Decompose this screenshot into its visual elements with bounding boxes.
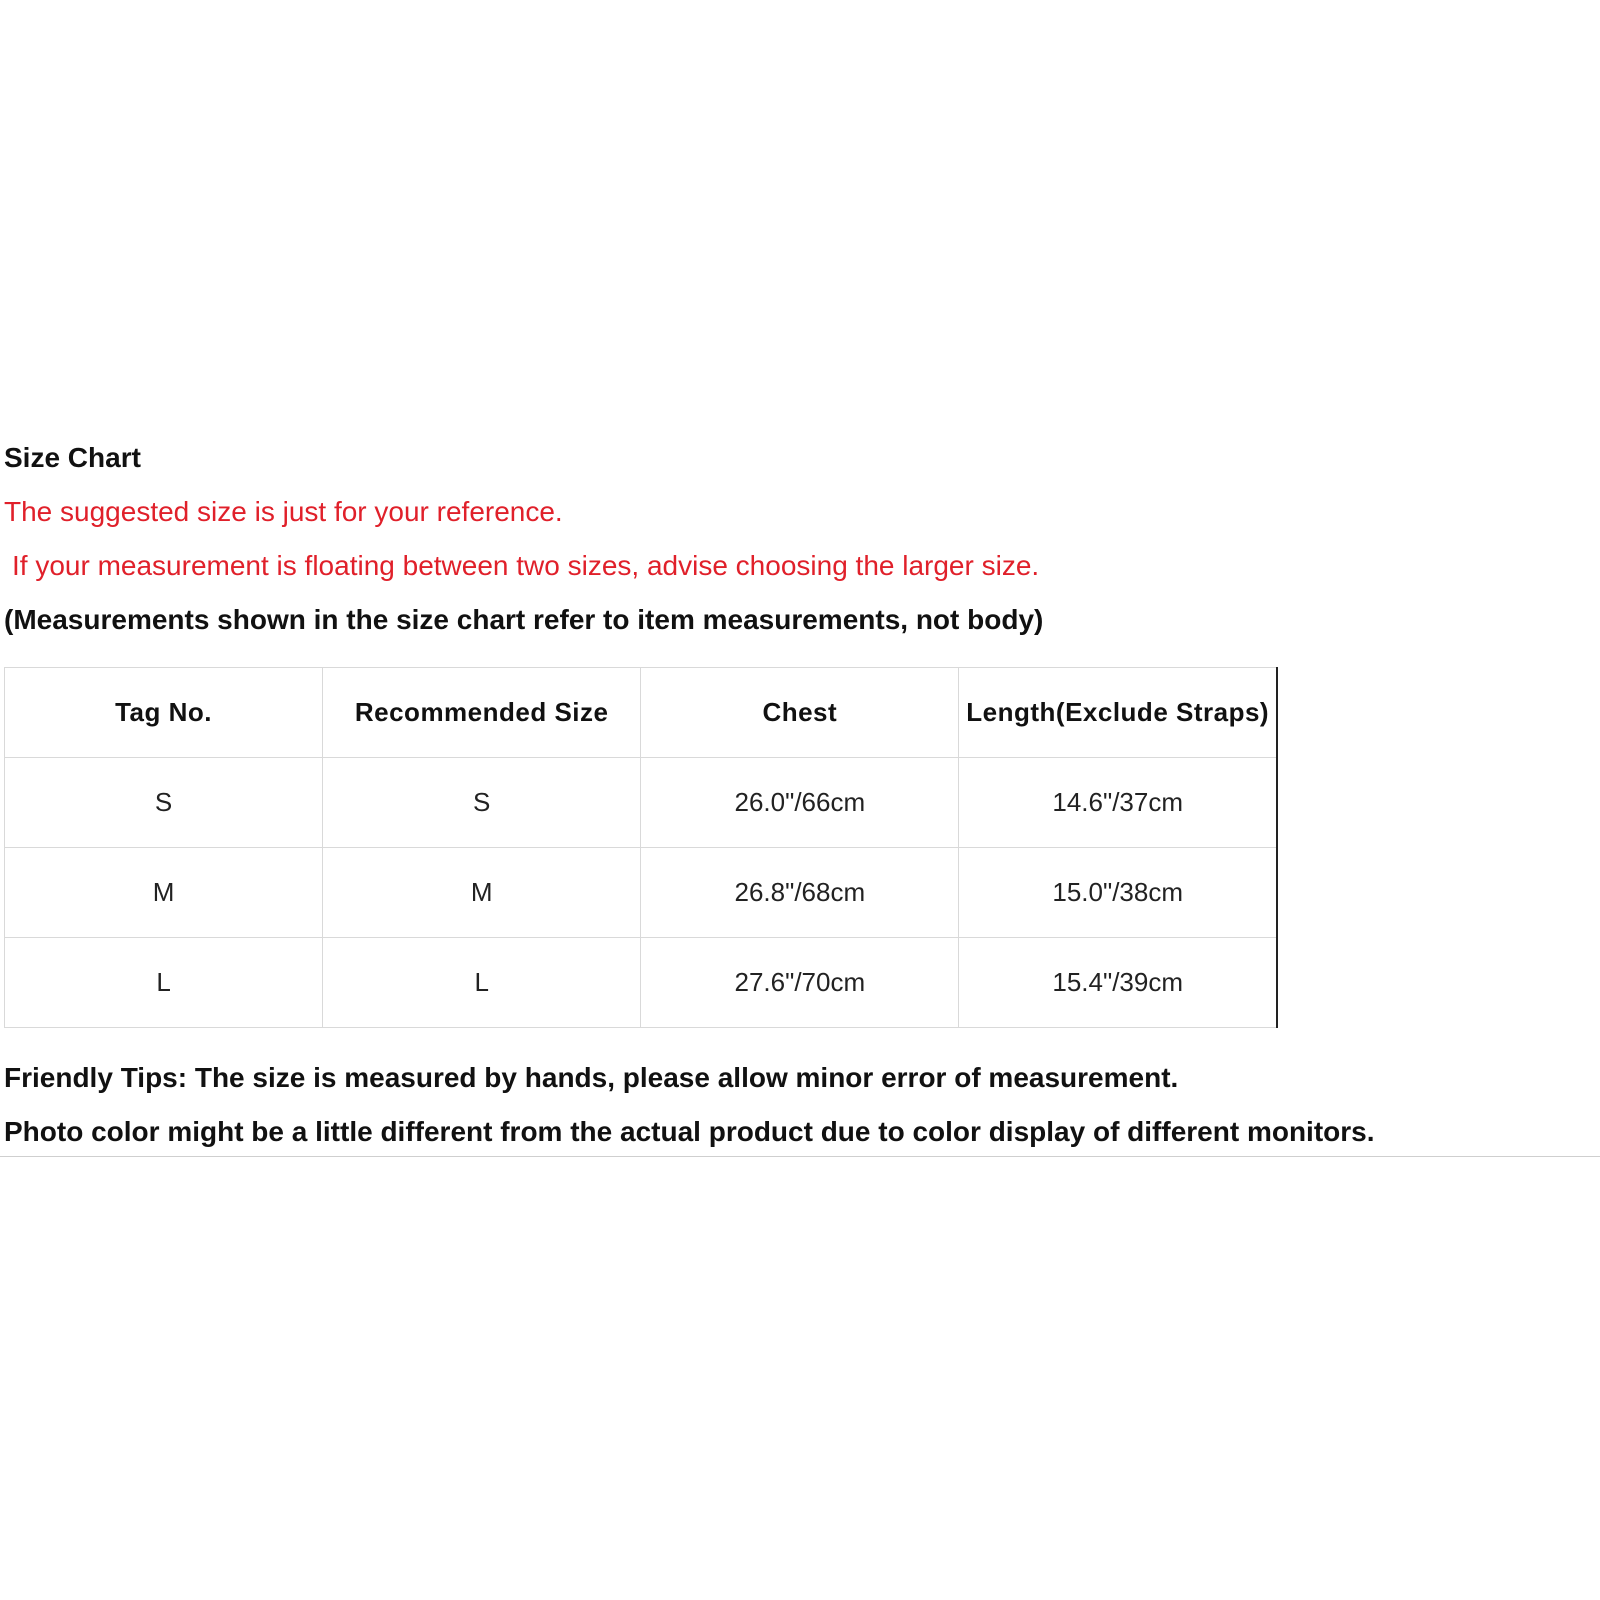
cell-recommended-size: S — [323, 758, 641, 848]
size-table — [4, 667, 1278, 1028]
page-title: Size Chart — [4, 442, 141, 473]
column-header-tag-no: Tag No. — [5, 668, 323, 758]
friendly-tip: Friendly Tips: The size is measured by hands, please allow minor error of measurement. — [4, 1062, 1179, 1093]
cell-recommended-size: L — [323, 938, 641, 1028]
cell-length: 15.0"/38cm — [959, 848, 1277, 938]
table-row — [5, 848, 1278, 938]
divider — [0, 1156, 1600, 1157]
column-header-length: Length(Exclude Straps) — [959, 668, 1277, 758]
table-row — [5, 758, 1278, 848]
sizing-advice-note: If your measurement is floating between two sizes, advise choosing the larger size. — [12, 550, 1040, 581]
column-header-chest: Chest — [641, 668, 959, 758]
cell-length: 15.4"/39cm — [959, 938, 1277, 1028]
cell-tag-no: S — [5, 758, 323, 848]
cell-recommended-size: M — [323, 848, 641, 938]
measurement-disclaimer: (Measurements shown in the size chart refer to item measurements, not body) — [4, 604, 1044, 635]
color-disclaimer: Photo color might be a little different from the actual product due to color display of different monitors. — [4, 1116, 1375, 1147]
cell-tag-no: M — [5, 848, 323, 938]
cell-chest: 26.8"/68cm — [641, 848, 959, 938]
cell-chest: 27.6"/70cm — [641, 938, 959, 1028]
table-header-row — [5, 668, 1278, 758]
column-header-recommended-size: Recommended Size — [323, 668, 641, 758]
reference-note: The suggested size is just for your reference. — [4, 496, 563, 527]
cell-tag-no: L — [5, 938, 323, 1028]
size-chart-header — [4, 444, 1594, 634]
cell-chest: 26.0"/66cm — [641, 758, 959, 848]
cell-length: 14.6"/37cm — [959, 758, 1277, 848]
table-row — [5, 938, 1278, 1028]
